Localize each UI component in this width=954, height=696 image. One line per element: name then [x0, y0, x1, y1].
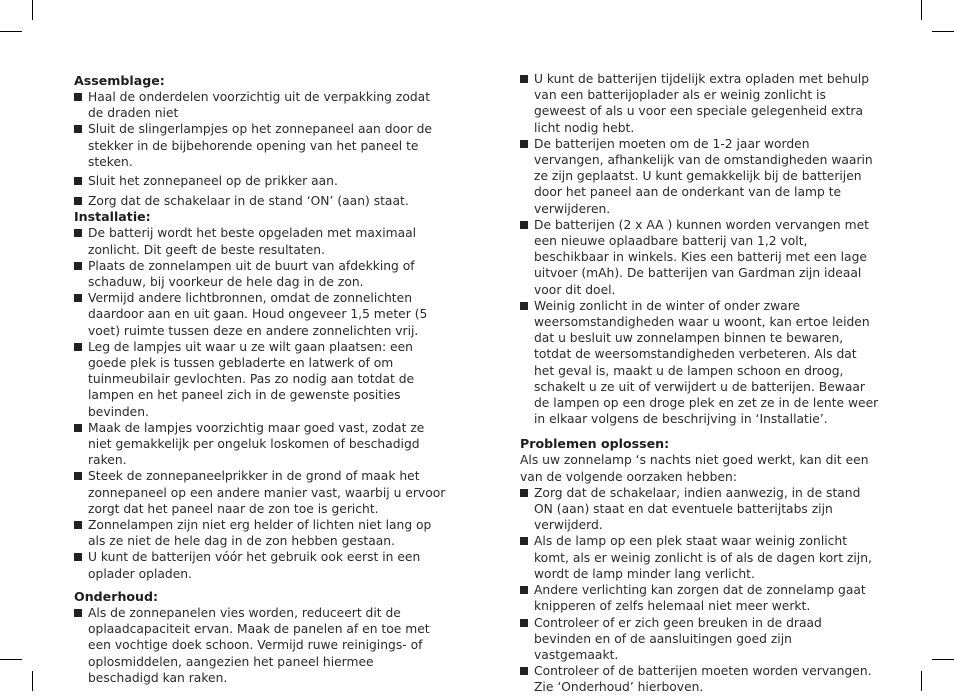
- list-item: De batterijen moeten om de 1-2 jaar worden vervangen, afhankelijk van de omstandigheden waarin ze zijn geplaatst. U kunt gemakkelijk bij de batterijen door het paneel aan de onderkant van de lamp te verwijderen.: [520, 136, 880, 217]
- crop-mark: [932, 31, 954, 32]
- right-column: [520, 71, 880, 696]
- problemen-heading: Problemen oplossen:: [520, 436, 670, 452]
- list-item: Haal de onderdelen voorzichtig uit de verpakking zodat de draden niet: [74, 89, 446, 121]
- crop-mark: [0, 31, 22, 32]
- crop-mark: [921, 671, 922, 691]
- list-item: Zorg dat de schakelaar, indien aanwezig, in de stand ON (aan) staat en dat eventuele batterijtabs zijn verwijderd.: [520, 485, 880, 534]
- crop-mark: [932, 659, 954, 660]
- list-item: Steek de zonnepaneelprikker in de grond of maak het zonnepaneel op een andere manier vast, waarbij u ervoor zorgt dat het paneel naar de zon toe is gericht.: [74, 468, 446, 517]
- list-item: U kunt de batterijen vóór het gebruik ook eerst in een oplader opladen.: [74, 549, 446, 581]
- list-item: Vermijd andere lichtbronnen, omdat de zonnelichten daardoor aan en uit gaan. Houd ongeveer 1,5 meter (5 voet) ruimte tussen deze en andere zonnelichten vrij.: [74, 290, 446, 339]
- list-item: Weinig zonlicht in de winter of onder zware weersomstandigheden waar u woont, kan ertoe leiden dat u besluit uw zonnelampen binnen te bewaren, totdat de weersomstandigheden verbeteren. Als dat het geval is, maakt u de lampen schoon en droog, schakelt u ze uit of verwijdert u de batterijen. Bewaar de lampen op een droge plek en zet ze in de lente weer in elkaar volgens de beschrijving in ‘Installatie’.: [520, 298, 880, 428]
- list-item: Als de lamp op een plek staat waar weinig zonlicht komt, als er weinig zonlicht is of als de dagen kort zijn, wordt de lamp minder lang verlicht.: [520, 533, 880, 582]
- list-item: Sluit het zonnepaneel op de prikker aan.: [74, 173, 446, 189]
- list-item: Leg de lampjes uit waar u ze wilt gaan plaatsen: een goede plek is tussen gebladerte en latwerk of om tuinmeubilair gevlochten. Pas zo nodig aan totdat de lampen en het paneel zich in de gewenste posities bevinden.: [74, 339, 446, 420]
- list-item: Zonnelampen zijn niet erg helder of lichten niet lang op als ze niet de hele dag in de zon hebben gestaan.: [74, 517, 446, 549]
- list-item: Plaats de zonnelampen uit de buurt van afdekking of schaduw, bij voorkeur de hele dag in de zon.: [74, 258, 446, 290]
- crop-mark: [0, 659, 22, 660]
- list-item: Maak de lampjes voorzichtig maar goed vast, zodat ze niet gemakkelijk per ongeluk loskomen of beschadigd raken.: [74, 420, 446, 469]
- crop-mark: [32, 0, 33, 20]
- crop-mark: [921, 0, 922, 20]
- onderhoud-heading: Onderhoud:: [74, 588, 159, 604]
- list-item: U kunt de batterijen tijdelijk extra opladen met behulp van een batterijoplader als er weinig zonlicht is geweest of als u voor een speciale gelegenheid extra licht nodig hebt.: [520, 71, 880, 136]
- crop-mark: [32, 671, 33, 691]
- assemblage-heading: Assemblage:: [74, 73, 165, 88]
- list-item: Controleer of er zich geen breuken in de draad bevinden en of de aansluitingen goed zijn vastgemaakt.: [520, 615, 880, 664]
- list-item: Andere verlichting kan zorgen dat de zonnelamp gaat knipperen of zelfs helemaal niet meer werkt.: [520, 582, 880, 614]
- problemen-intro: Als uw zonnelamp ‘s nachts niet goed werkt, kan dit een van de volgende oorzaken hebben:: [520, 453, 869, 484]
- assemblage-list: [74, 89, 446, 209]
- list-item: Sluit de slingerlampjes op het zonnepaneel aan door de stekker in de bijbehorende opening van het paneel te steken.: [74, 121, 446, 170]
- problemen-list: [520, 485, 880, 696]
- left-column: [74, 73, 446, 686]
- list-item: De batterij wordt het beste opgeladen met maximaal zonlicht. Dit geeft de beste resultaten.: [74, 225, 446, 257]
- list-item: Zorg dat de schakelaar in de stand ‘ON’ (aan) staat.: [74, 193, 446, 209]
- list-item: Als de zonnepanelen vies worden, reduceert dit de oplaadcapaciteit ervan. Maak de panelen af en toe met een vochtige doek schoon. Vermijd ruwe reinigings- of oplosmiddelen, aangezien het paneel hiermee beschadigd kan raken.: [74, 605, 446, 686]
- list-item: Controleer of de batterijen moeten worden vervangen. Zie ‘Onderhoud’ hierboven.: [520, 663, 880, 695]
- list-item: De batterijen (2 x AA ) kunnen worden vervangen met een nieuwe oplaadbare batterij van 1,2 volt, beschikbaar in winkels. Kies een batterij met een lage uitvoer (mAh). De batterijen van Gardman zijn ideaal voor dit doel.: [520, 217, 880, 298]
- onderhoud-list: [74, 605, 446, 686]
- onderhoud-list-continued: [520, 71, 880, 427]
- installatie-list: [74, 225, 446, 581]
- installatie-heading: Installatie:: [74, 209, 151, 225]
